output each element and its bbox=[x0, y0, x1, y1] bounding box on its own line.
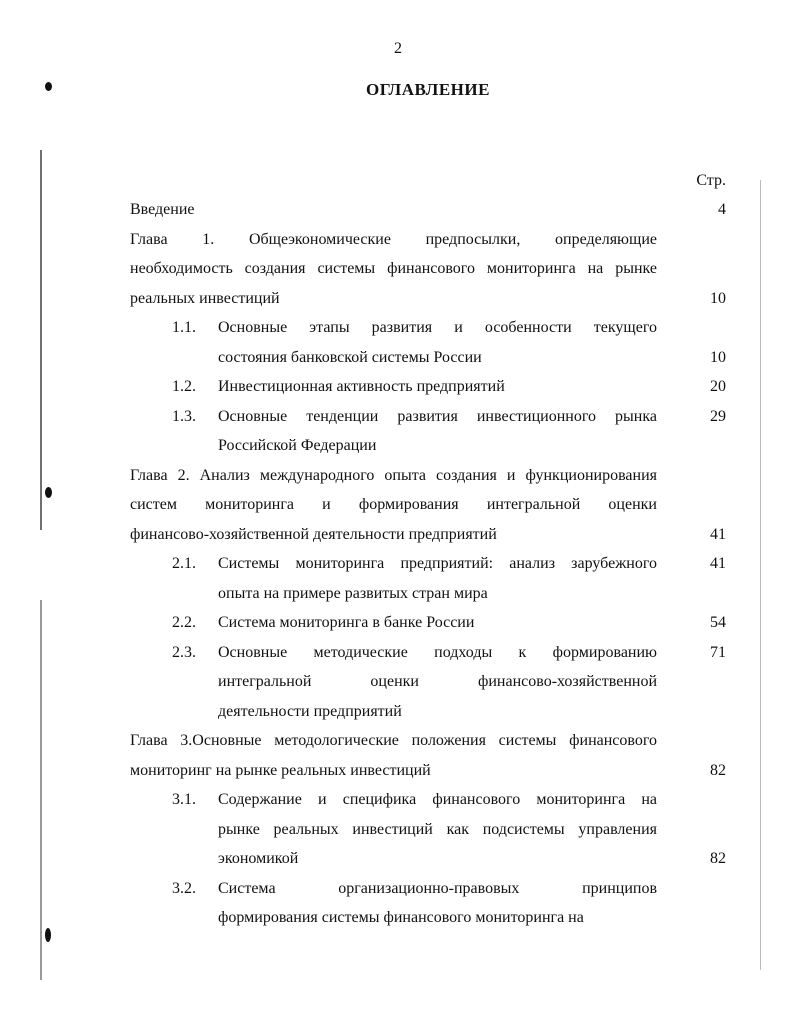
toc-subsection-line: Система организационно-правовых принципов bbox=[218, 879, 657, 897]
toc-chapter-line: необходимость создания системы финансового мониторинга на рынке bbox=[130, 260, 657, 277]
toc-page-number: 29 bbox=[710, 407, 726, 425]
scan-dot-artifact bbox=[45, 487, 52, 498]
toc-subsection-line: интегральной оценки финансово-хозяйственной bbox=[218, 673, 657, 690]
toc-section-number: 1.3. bbox=[172, 407, 196, 425]
toc-chapter-line: Глава 3.Основные методологические положения системы финансового bbox=[130, 732, 657, 749]
toc-subsection-line: экономикой bbox=[218, 850, 299, 867]
toc-chapter-line: Введение bbox=[130, 201, 195, 218]
toc-section-number: 2.2. bbox=[172, 614, 196, 631]
toc-page-number: 4 bbox=[718, 201, 726, 218]
toc-subsection-line: опыта на примере развитых стран мира bbox=[218, 584, 488, 602]
toc-chapter-line: финансово-хозяйственной деятельности предприятий bbox=[130, 525, 497, 543]
toc-subsection-line: Системы мониторинга предприятий: анализ зарубежного bbox=[218, 555, 657, 572]
toc-subsection-line: Российской Федерации bbox=[218, 437, 377, 454]
toc-page-number: 82 bbox=[710, 761, 726, 779]
scan-dot-artifact bbox=[45, 928, 51, 942]
toc-subsection-line: Инвестиционная активность предприятий bbox=[218, 378, 505, 395]
toc-subsection-line: состояния банковской системы России bbox=[218, 348, 482, 366]
toc-page-number: 20 bbox=[710, 378, 726, 395]
toc-subsection-line: деятельности предприятий bbox=[218, 702, 402, 720]
scan-edge-artifact bbox=[40, 600, 42, 980]
page-number: 2 bbox=[394, 40, 402, 57]
toc-page-number: 41 bbox=[710, 555, 726, 572]
scan-margin-artifact bbox=[760, 180, 761, 970]
toc-subsection-line: Основные тенденции развития инвестиционного рынка bbox=[218, 407, 657, 425]
toc-chapter-line: реальных инвестиций bbox=[130, 289, 280, 307]
toc-subsection-line: Основные этапы развития и особенности текущего bbox=[218, 319, 657, 336]
toc-subsection-line: Основные методические подходы к формированию bbox=[218, 643, 657, 661]
toc-page-number: 71 bbox=[710, 643, 726, 661]
toc-page-number: 10 bbox=[710, 348, 726, 366]
toc-subsection-line: рынке реальных инвестиций как подсистемы управления bbox=[218, 820, 657, 838]
toc-section-number: 1.1. bbox=[172, 319, 196, 336]
toc-page-number: 10 bbox=[710, 289, 726, 307]
toc-section-number: 2.1. bbox=[172, 555, 196, 572]
toc-chapter-line: Глава 1. Общеэкономические предпосылки, определяющие bbox=[130, 230, 657, 248]
toc-title: ОГЛАВЛЕНИЕ bbox=[366, 80, 490, 99]
toc-section-number: 1.2. bbox=[172, 378, 196, 395]
toc-page-number: 82 bbox=[710, 850, 726, 867]
scan-edge-artifact bbox=[40, 150, 42, 530]
toc-section-number: 3.1. bbox=[172, 791, 196, 808]
toc-page-number: 54 bbox=[710, 614, 726, 631]
toc-page-number: 41 bbox=[710, 525, 726, 543]
toc-chapter-line: мониторинг на рынке реальных инвестиций bbox=[130, 761, 431, 779]
toc-section-number: 3.2. bbox=[172, 879, 196, 897]
toc-subsection-line: формирования системы финансового мониторинга на bbox=[218, 909, 584, 926]
toc-chapter-line: систем мониторинга и формирования интегральной оценки bbox=[130, 496, 657, 513]
toc-section-number: 2.3. bbox=[172, 643, 196, 661]
toc-subsection-line: Система мониторинга в банке России bbox=[218, 614, 475, 631]
toc-chapter-line: Глава 2. Анализ международного опыта создания и функционирования bbox=[130, 466, 657, 484]
toc-subsection-line: Содержание и специфика финансового мониторинга на bbox=[218, 791, 657, 808]
page-column-header: Стр. bbox=[696, 172, 726, 189]
